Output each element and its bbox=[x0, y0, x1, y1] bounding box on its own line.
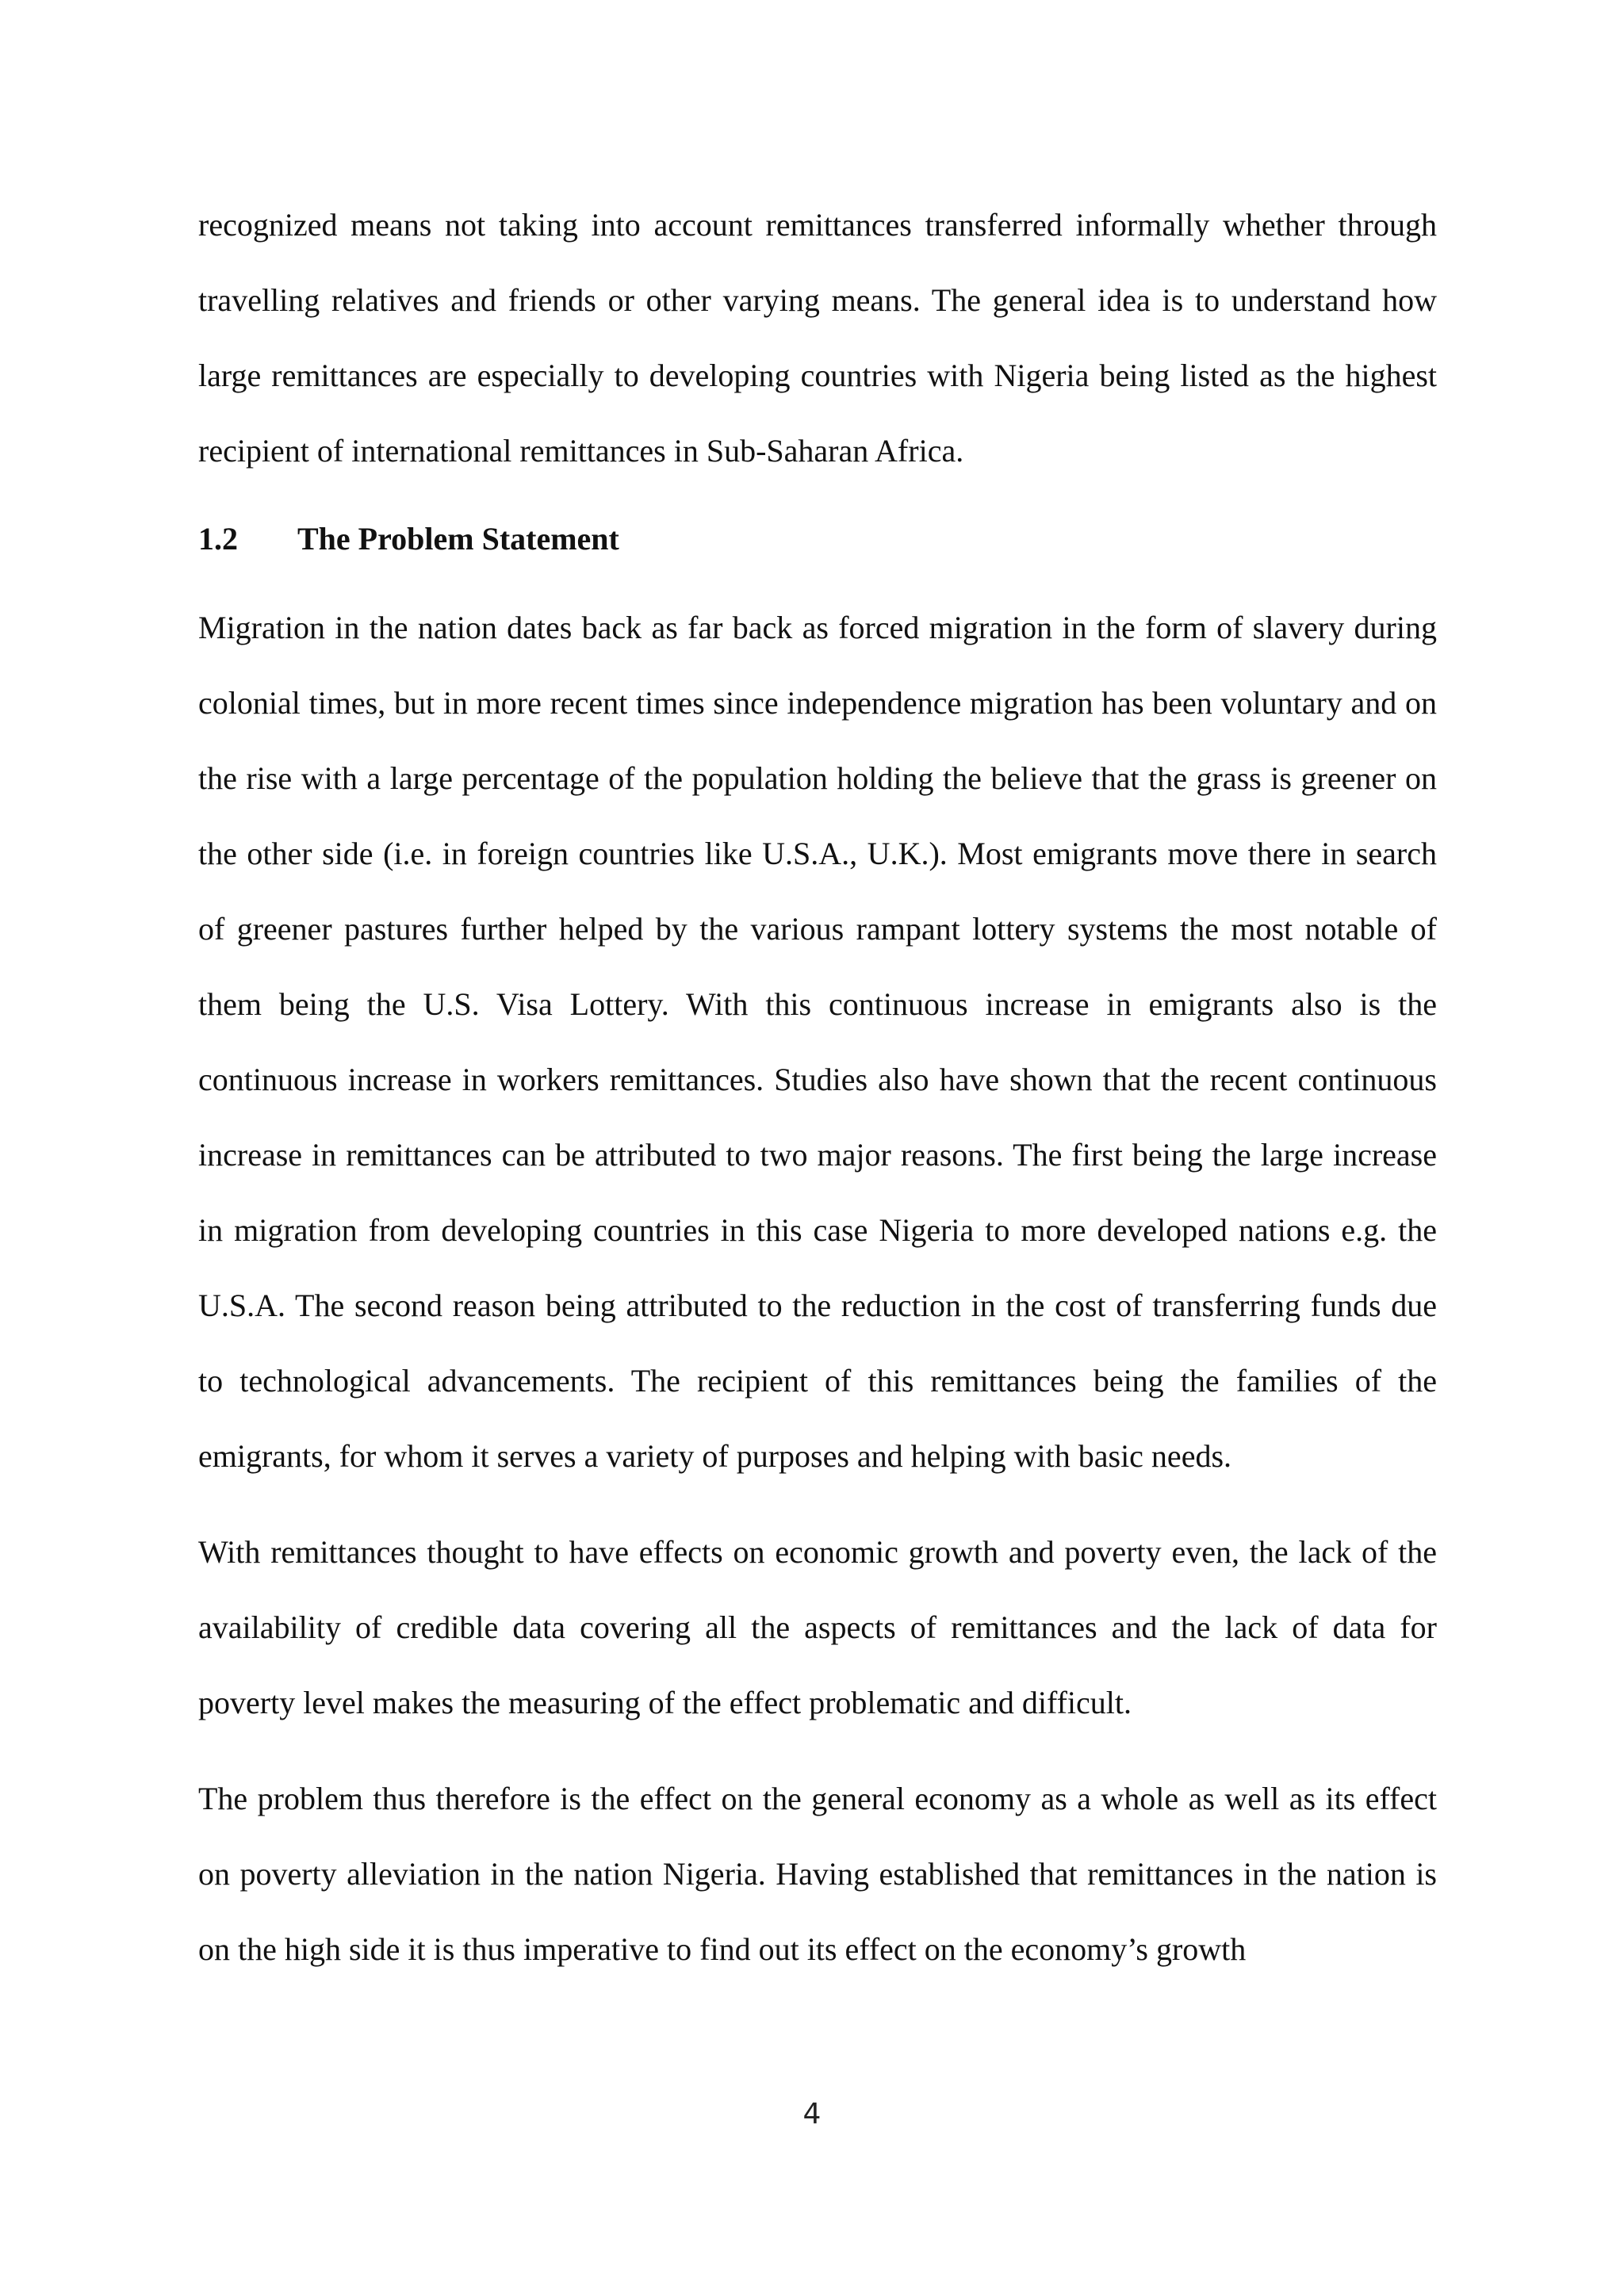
body-paragraph-1: Migration in the nation dates back as far back as forced migration in the form of slavery during colonial times, but in more recent times since independence migration has been voluntary and on the rise with a large percentage of the population holding the believe that the grass is greener on the other side (i.e. in foreign countries like U.S.A., U.K.). Most emigrants move there in search of greener pastures further helped by the various rampant lottery systems the most notable of them being the U.S. Visa Lottery. With this continuous increase in emigrants also is the continuous increase in workers remittances. Studies also have shown that the recent continuous increase in remittances can be attributed to two major reasons. The first being the large increase in migration from developing countries in this case Nigeria to more developed nations e.g. the U.S.A. The second reason being attributed to the reduction in the cost of transferring funds due to technological advancements. The recipient of this remittances being the families of the emigrants, for whom it serves a variety of purposes and helping with basic needs. bbox=[198, 610, 1437, 1474]
section-heading bbox=[198, 507, 1437, 571]
body-paragraph-3: The problem thus therefore is the effect on the general economy as a whole as well as its effect on poverty alleviation in the nation Nigeria. Having established that remittances in the nation is on the high side it is thus imperative to find out its effect on the economy’s growth bbox=[198, 1781, 1437, 1967]
body-paragraph-2: With remittances thought to have effects on economic growth and poverty even, the lack of the availability of credible data covering all the aspects of remittances and the lack of data for poverty level makes the measuring of the effect problematic and difficult. bbox=[198, 1534, 1437, 1720]
section-number: 1.2 bbox=[198, 521, 238, 557]
document-page bbox=[198, 187, 1437, 1987]
intro-paragraph: recognized means not taking into account remittances transferred informally whether through travelling relatives and friends or other varying means. The general idea is to understand how large remittances are especially to developing countries with Nigeria being listed as the highest recipient of international remittances in Sub-Saharan Africa. bbox=[198, 207, 1437, 469]
section-title: The Problem Statement bbox=[297, 521, 619, 557]
page-number: 4 bbox=[802, 2098, 822, 2130]
